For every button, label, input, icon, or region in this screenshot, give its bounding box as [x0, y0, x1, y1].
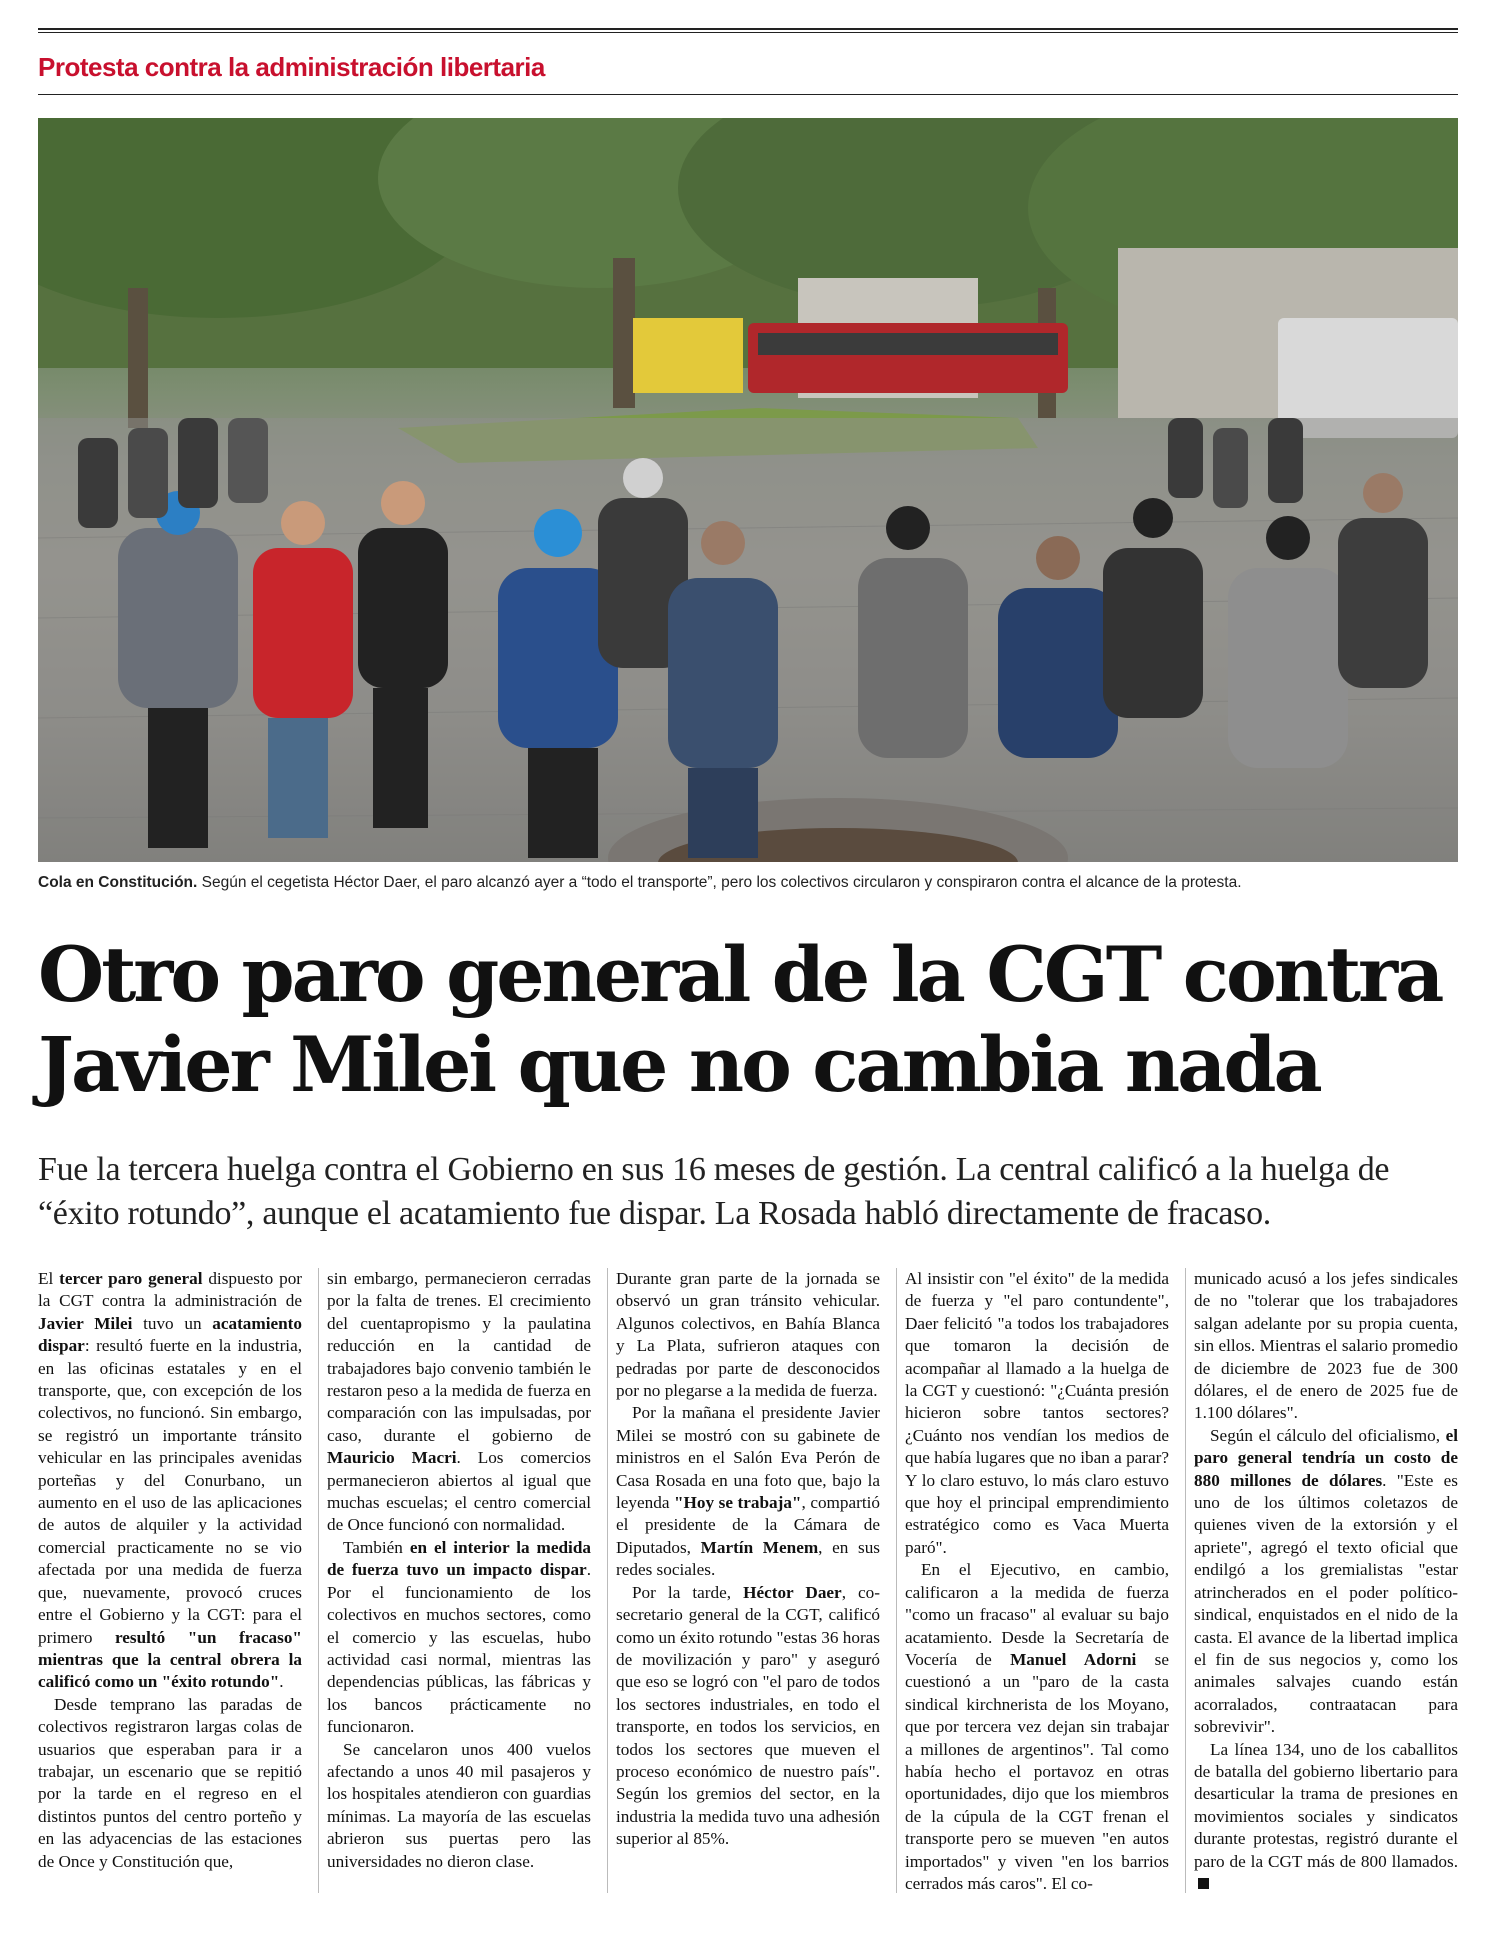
paragraph: Se cancelaron unos 400 vuelos afectando a unos 40 mil pasajeros y los hospitales atendieron con guardias mínimas. La mayoría de las escuelas abrieron sus puertas pero las universidades no dieron clase. [327, 1739, 591, 1871]
column-4 [905, 1268, 1169, 1908]
caption-text: Según el cegetista Héctor Daer, el paro alcanzó ayer a “todo el transporte”, pero los colectivos circularon y conspiraron contra el alcance de la protesta. [197, 874, 1242, 891]
bold-phrase: acatamiento dispar [38, 1313, 302, 1356]
bold-phrase: en el interior la medida de fuerza tuvo un impacto dispar [327, 1537, 591, 1580]
top-rule-thin [38, 32, 1458, 33]
bold-phrase: Javier Milei [38, 1313, 133, 1333]
paragraph: Según el cálculo del oficialismo, el paro general tendría un costo de 880 millones de dólares. "Este es uno de los últimos coletazos de quienes viven de la extorsión y el apriete", agregó el texto oficial que endilgó a los gremialistas "estar atrincherados en el poder político-sindical, enquistados en el nido de la casta. El avance de la libertad implica el fin de sus negocios y, como los animales salvajes cuando están acorralados, contraatacan para sobrevivir". [1194, 1425, 1458, 1737]
column-3 [616, 1268, 880, 1908]
paragraph: Al insistir con "el éxito" de la medida de fuerza y "el paro contundente", Daer felicitó "a todos los trabajadores que tomaron la decisión de acompañar al llamado a la huelga de la CGT y cuestionó: "¿Cuánta presión hicieron sobre tantos sectores? ¿Cuánto nos vendían los medios de que había lugares que no iban a parar? Y lo claro estuvo, lo más claro estuvo que hoy el principal emprendimiento estratégico como es Vaca Muerta paró". [905, 1269, 1169, 1557]
photo-caption [38, 874, 1458, 892]
paragraph: Desde temprano las paradas de colectivos registraron largas colas de usuarios que esperaban para ir a trabajar, un escenario que se repitió por la tarde en el regreso en el distintos puntos del centro porteño y en las adyacencias de las estaciones de Once y Constitución que, [38, 1694, 302, 1871]
column-divider [318, 1268, 319, 1893]
top-rule [38, 28, 1458, 30]
column-divider [607, 1268, 608, 1893]
headline [38, 930, 1458, 1110]
bold-phrase: el paro general tendría un costo de 880 millones de dólares [1194, 1425, 1458, 1490]
column-2 [327, 1268, 591, 1908]
paragraph: También en el interior la medida de fuerza tuvo un impacto dispar. Por el funcionamiento de los colectivos en muchos sectores, como el comercio y las escuelas, hubo actividad casi normal, mientras las dependencias públicas, las fábricas y los bancos prácticamente no funcionaron. [327, 1537, 591, 1737]
bold-phrase: resultó "un fracaso" mientras que la central obrera la calificó como un "éxito rotundo" [38, 1627, 302, 1692]
paragraph: Durante gran parte de la jornada se observó un gran tránsito vehicular. Algunos colectivos, en Bahía Blanca y La Plata, sufrieron ataques con pedradas por parte de desconocidos por no plegarse a la medida de fuerza. [616, 1269, 880, 1401]
bold-phrase: Martín Menem [700, 1537, 819, 1557]
news-photo [38, 118, 1458, 862]
paragraph: municado acusó a los jefes sindicales de no "tolerar que los trabajadores salgan adelante por su propia cuenta, sin ellos. Mientras el salario promedio de diciembre de 2023 fue de 300 dólares, el de enero de 2025 fue de 1.100 dólares". [1194, 1269, 1458, 1423]
paragraph: La línea 134, uno de los caballitos de batalla del gobierno libertario para desarticular la trama de presiones en movimientos sociales y sindicatos durante protestas, registró durante el paro de la CGT más de 800 llamados. [1194, 1739, 1458, 1896]
headline-line-2: Javier Milei que no cambia nada [38, 1020, 1320, 1109]
paragraph: Por la mañana el presidente Javier Milei se mostró con su gabinete de ministros en el Salón Eva Perón de Casa Rosada en una foto que, bajo la leyenda "Hoy se trabaja", compartió el presidente de la Cámara de Diputados, Martín Menem, en sus redes sociales. [616, 1403, 880, 1580]
column-divider [896, 1268, 897, 1893]
bold-phrase: Mauricio Macri [327, 1448, 457, 1468]
paragraph: Por la tarde, Héctor Daer, co-secretario general de la CGT, calificó como un éxito rotundo "estas 36 horas de movilización y paro" y aseguró que eso se logró con "el paro de todos los sectores industriales, en todo el transporte, en todos los servicios, en todos los sectores que mueven el proceso económico de nuestro país". Según los gremios del sector, en la industria la medida tuvo una adhesión superior al 85%. [616, 1582, 881, 1849]
column-1 [38, 1268, 302, 1908]
paragraph: sin embargo, permanecieron cerradas por la falta de trenes. El crecimiento del cuentapropismo y la paulatina reducción en la cantidad de trabajadores bajo convenio también le restaron peso a la medida de fuerza en comparación con las impulsadas, por caso, durante el gobierno de Mauricio Macri. Los comercios permanecieron abiertos al igual que muchas escuelas; el centro comercial de Once funcionó con normalidad. [327, 1269, 591, 1535]
bold-phrase: tercer paro general [59, 1269, 203, 1288]
deck-subtitle: Fue la tercera huelga contra el Gobierno en sus 16 meses de gestión. La central calificó a la huelga de “éxito rotundo”, aunque el acatamiento fue dispar. La Rosada habló directamente de fracaso. [38, 1151, 1390, 1232]
article-body [38, 1268, 1458, 1908]
crowd-queue-photo-icon [38, 118, 1458, 862]
section-title: Protesta contra la administración libertaria [38, 52, 545, 82]
caption-lead: Cola en Constitución. [38, 874, 198, 891]
headline-line-1: Otro paro general de la CGT contra [38, 930, 1442, 1019]
column-5 [1194, 1268, 1458, 1908]
bold-phrase: Manuel Adorni [1010, 1649, 1137, 1669]
paragraph: En el Ejecutivo, en cambio, calificaron a la medida de fuerza "como un fracaso" al evaluar su bajo acatamiento. Desde la Secretaría de Vocería de Manuel Adorni se cuestionó a un "paro de la casta sindical kirchnerista de los Moyano, que por tercera vez dejan sin trabajar a millones de argentinos". Tal como había hecho el portavoz en otras oportunidades, dijo que los miembros de la cúpula de la CGT frenan el transporte pero se mueven "en autos importados" y viven "en los barrios cerrados más caros". El co- [905, 1560, 1169, 1893]
section-rule [38, 94, 1458, 95]
paragraph: El tercer paro general dispuesto por la CGT contra la administración de Javier Milei tuvo un acatamiento dispar: resultó fuerte en la industria, en las oficinas estatales y en el transporte, que, con excepción de los colectivos, no funcionó. Sin embargo, se registró un importante tránsito vehicular en las principales avenidas porteñas y del Conurbano, un aumento en el uso de las aplicaciones de autos de alquiler y la actividad comercial practicamente no se vio afectada por una medida de fuerza que, nuevamente, provocó cruces entre el Gobierno y la CGT: para el primero resultó "un fracaso" mientras que la central obrera la calificó como un "éxito rotundo". [38, 1269, 303, 1692]
column-divider [1185, 1268, 1186, 1893]
bold-phrase: "Hoy se trabaja" [674, 1493, 802, 1513]
bold-phrase: Héctor Daer [743, 1582, 842, 1602]
end-mark [1198, 1878, 1209, 1889]
